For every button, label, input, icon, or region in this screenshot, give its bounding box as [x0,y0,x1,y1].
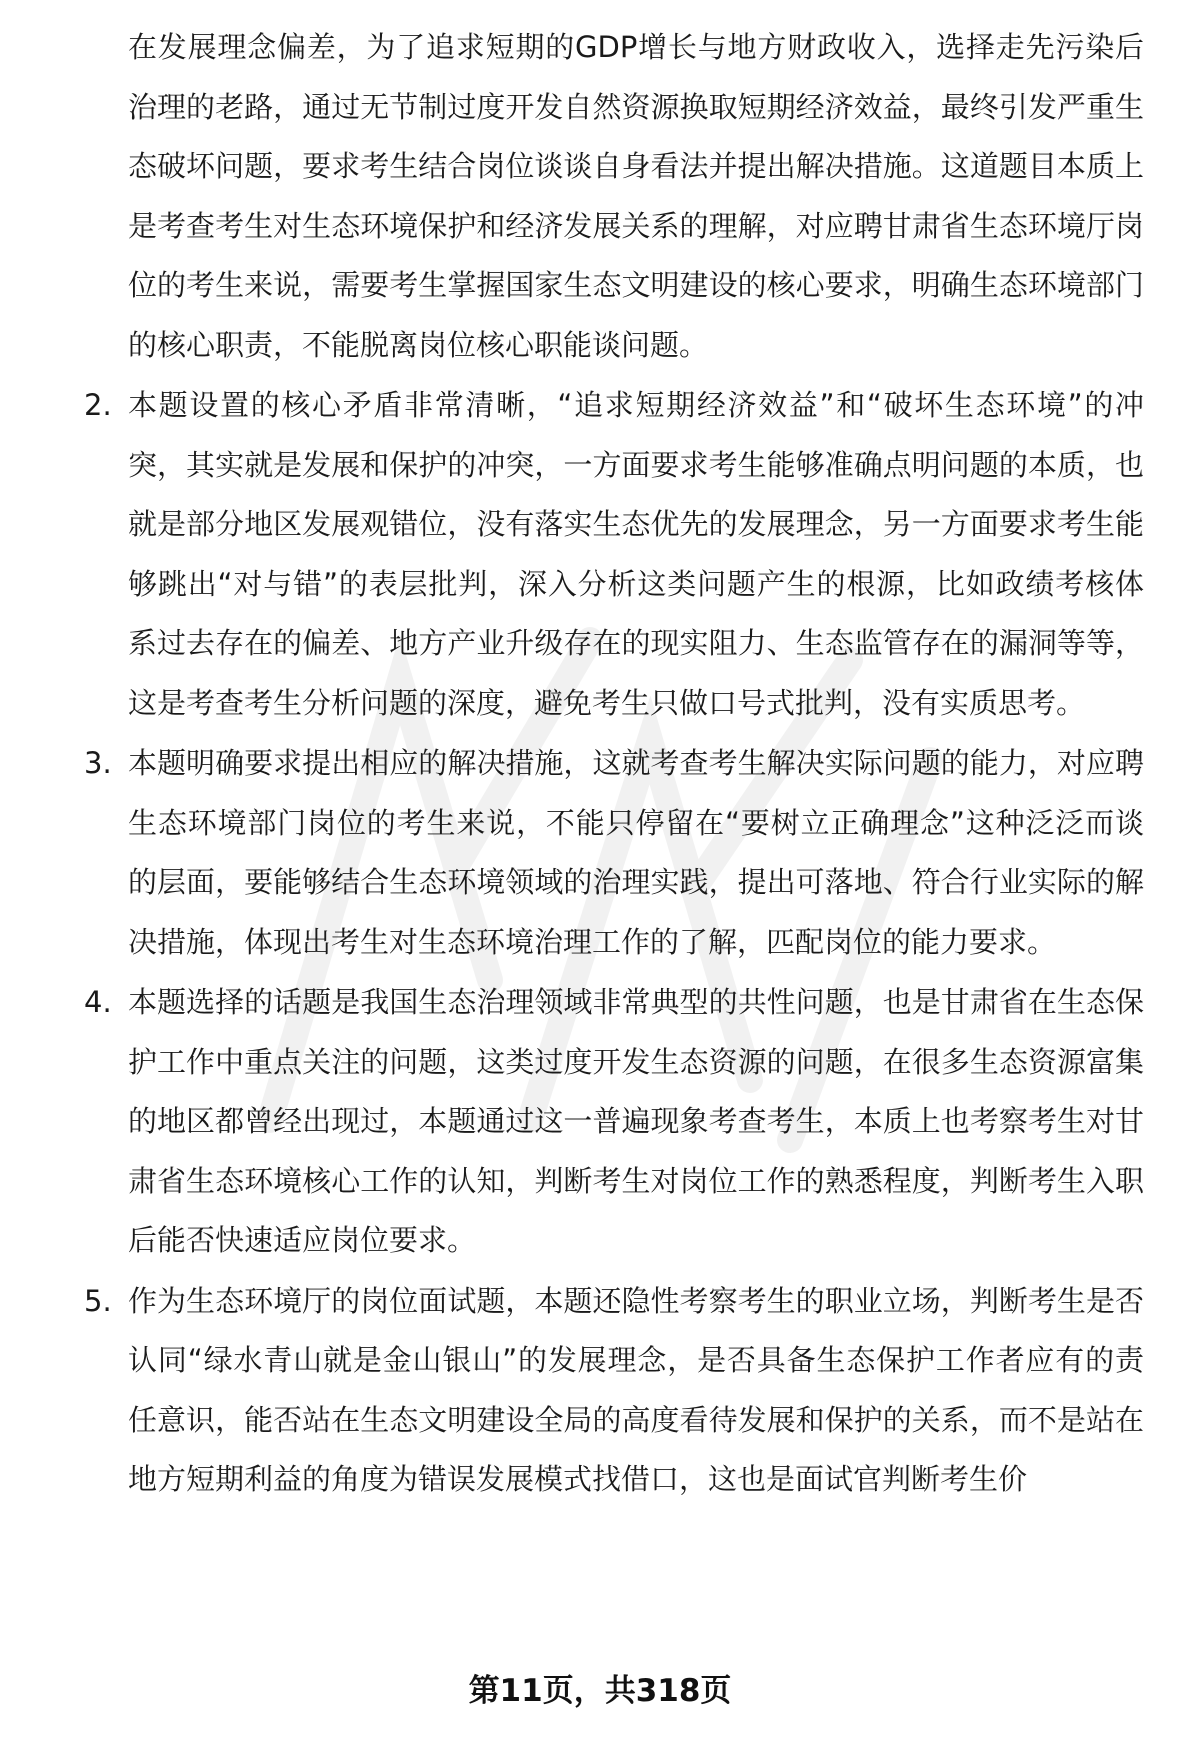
list-item-text: 本题设置的核心矛盾非常清晰，“追求短期经济效益”和“破坏生态环境”的冲突，其实就是发展和保护的冲突，一方面要求考生能够准确点明问题的本质，也就是部分地区发展观错位，没有落实生态优先的发展理念，另一方面要求考生能够跳出“对与错”的表层批判，深入分析这类问题产生的根源，比如政绩考核体系过去存在的偏差、地方产业升级存在的现实阻力、生态监管存在的漏洞等等，这是考查考生分析问题的深度，避免考生只做口号式批判，没有实质思考。 [128,388,1144,720]
list-item-text: 本题明确要求提出相应的解决措施，这就考查考生解决实际问题的能力，对应聘生态环境部门岗位的考生来说，不能只停留在“要树立正确理念”这种泛泛而谈的层面，要能够结合生态环境领域的治理实践，提出可落地、符合行业实际的解决措施，体现出考生对生态环境治理工作的了解，匹配岗位的能力要求。 [128,746,1144,959]
list-item [0,734,1144,972]
list-item-number: 5. [84,1283,112,1318]
list-item-number: 4. [84,985,112,1019]
list-item [0,973,1144,1271]
paragraph-continued [0,18,1144,375]
list-item-number: 2. [84,388,112,422]
document-body [0,18,1200,1510]
list-item [0,376,1144,733]
list-item-number: 3. [84,746,112,780]
page-number-footer: 第11页，共318页 [468,1673,732,1709]
list-item-text: 本题选择的话题是我国生态治理领域非常典型的共性问题，也是甘肃省在生态保护工作中重点关注的问题，这类过度开发生态资源的问题，在很多生态资源富集的地区都曾经出现过，本题通过这一普遍现象考查考生，本质上也考察考生对甘肃省生态环境核心工作的认知，判断考生对岗位工作的熟悉程度，判断考生入职后能否快速适应岗位要求。 [128,985,1144,1257]
list-item [0,1272,1144,1510]
list-item-text: 作为生态环境厅的岗位面试题，本题还隐性考察考生的职业立场，判断考生是否认同“绿水青山就是金山银山”的发展理念，是否具备生态保护工作者应有的责任意识，能否站在生态文明建设全局的高度看待发展和保护的关系，而不是站在地方短期利益的角度为错误发展模式找借口，这也是面试官判断考生价 [128,1283,1144,1496]
paragraph-text: 在发展理念偏差，为了追求短期的GDP增长与地方财政收入，选择走先污染后治理的老路，通过无节制过度开发自然资源换取短期经济效益，最终引发严重生态破坏问题，要求考生结合岗位谈谈自身看法并提出解决措施。这道题目本质上是考查考生对生态环境保护和经济发展关系的理解，对应聘甘肃省生态环境厅岗位的考生来说，需要考生掌握国家生态文明建设的核心要求，明确生态环境部门的核心职责，不能脱离岗位核心职能谈问题。 [128,30,1144,362]
